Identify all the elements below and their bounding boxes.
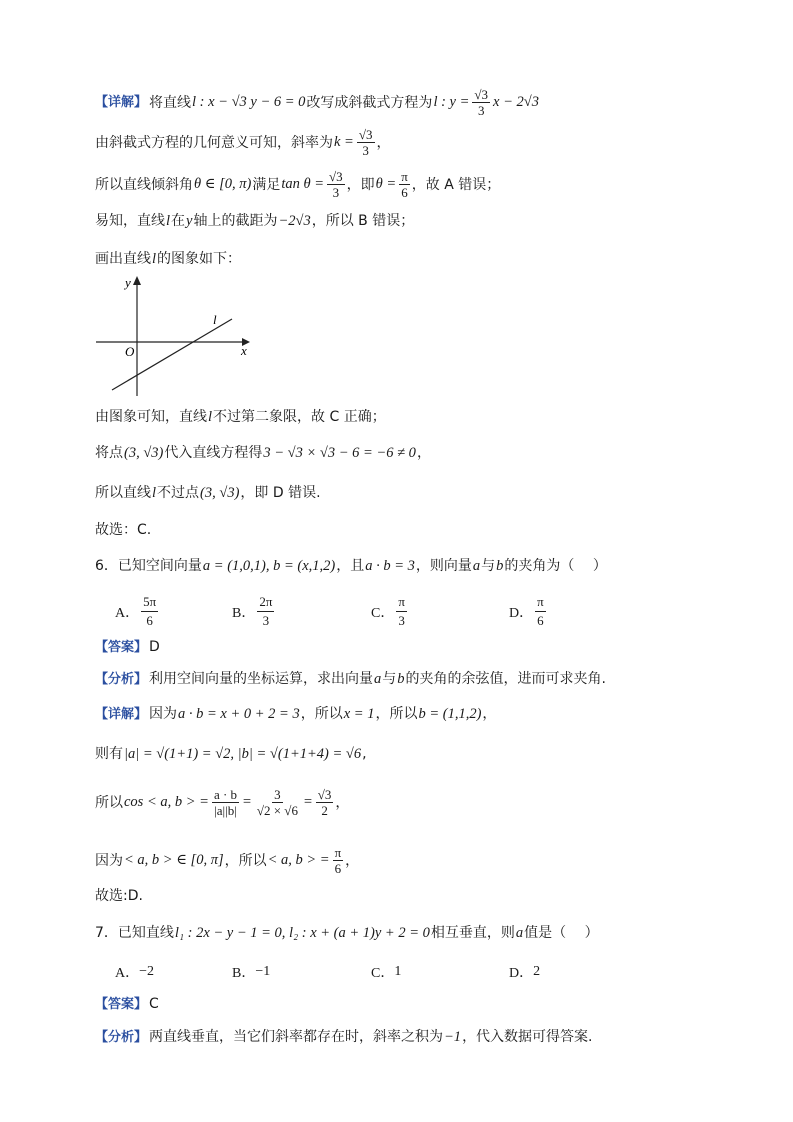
q7-option-a: A． −2 (115, 964, 155, 981)
fraction: $\frac{√3}{3}$ (474, 87, 489, 118)
q7-option-c: C． 1 (371, 964, 402, 981)
line-l-label: l (213, 312, 217, 327)
detail-line-3: 所以直线倾斜角 θ ∈ [0, π) 满足 tan θ = $\frac{√3}{3}$ ，即 θ = $\frac{\pi}{6}$ ，故 A 错误； (95, 169, 501, 200)
q7-option-b: B． −1 (232, 964, 271, 981)
detail-line-5: 画出直线 l 的图象如下： (95, 251, 242, 268)
q6-option-a: A． $\frac{5\pi}{6}$ (115, 594, 157, 628)
question-7: 7．已知直线 l₁ : 2x − y − 1 = 0, l₂ : x + (a + 1)y + 2 = 0 相互垂直，则 a 值是（ ） (95, 925, 599, 942)
detail-tag: 【详解】 (95, 95, 148, 110)
answer-choice-5: 故选：C. (95, 522, 152, 538)
line-graph (92, 272, 262, 400)
q6-option-b: B． $\frac{2\pi}{3}$ (232, 594, 273, 628)
detail-line-6: 由图象可知，直线 l 不过第二象限，故 C 正确； (95, 409, 386, 426)
question-6: 6．已知空间向量 a = (1,0,1), b = (x,1,2) ，且 a · b = 3 ，则向量 a 与 b 的夹角为（ ） (95, 558, 607, 575)
q7-answer: 【答案】 C (95, 996, 159, 1012)
q6-answer: 【答案】 D (95, 639, 160, 655)
x-axis-label: x (241, 343, 247, 358)
q7-option-d: D． 2 (509, 964, 541, 981)
q6-detail-4: 因为 < a, b > ∈ [0, π] ，所以 < a, b > = $\frac{\pi}{6}$ ， (95, 845, 360, 876)
y-axis-arrow (133, 276, 141, 285)
line-equation: l : x − √3 y − 6 = 0 (192, 94, 306, 111)
q6-analysis: 【分析】 利用空间向量的坐标运算，求出向量 a 与 b 的夹角的余弦值，进而可求夹角. (95, 671, 606, 688)
detail-line-7: 将点 (3, √3) 代入直线方程得 3 − √3 × √3 − 6 = −6 ≠ 0 ， (95, 445, 431, 462)
detail-line-4: 易知，直线 l 在 y 轴上的截距为 −2√3 ，所以 B 错误； (95, 213, 415, 230)
q6-option-c: C． $\frac{\pi}{3}$ (371, 594, 405, 628)
y-axis-label: y (125, 275, 131, 290)
fraction: $\frac{√3}{3}$ (329, 169, 343, 200)
q6-detail-1: 【详解】 因为 a · b = x + 0 + 2 = 3 ，所以 x = 1 ，所以 b = (1,1,2) ， (95, 706, 497, 723)
q6-option-d: D． $\frac{\pi}{6}$ (509, 594, 544, 628)
q6-detail-3: 所以 cos < a, b > = $\frac{a \cdot b}{|a||b|}$ = $\frac{3}{√2 \times √6}$ = $\frac{√3}{2}$ ， (95, 787, 350, 818)
q6-choice: 故选:D. (95, 888, 143, 904)
q7-analysis: 【分析】 两直线垂直，当它们斜率都存在时，斜率之积为 −1 ，代入数据可得答案. (95, 1029, 593, 1046)
detail-line-2: 由斜截式方程的几何意义可知，斜率为 k = $\frac{√3}{3}$ ， (95, 127, 391, 158)
origin-label: O (125, 344, 135, 359)
q6-detail-2: 则有 |a| = √(1+1) = √2, |b| = √(1+1+4) = √6 , (95, 746, 367, 763)
detail-line-8: 所以直线 l 不过点 (3, √3) ，即 D 错误. (95, 485, 321, 502)
detail-line-1: 【详解】 将直线 l : x − √3 y − 6 = 0 改写成斜截式方程为 l : y = $\frac{√3}{3}$ x − 2√3 (95, 87, 539, 118)
fraction: $\frac{\pi}{6}$ (401, 169, 408, 200)
fraction: $\frac{√3}{3}$ (358, 127, 373, 158)
